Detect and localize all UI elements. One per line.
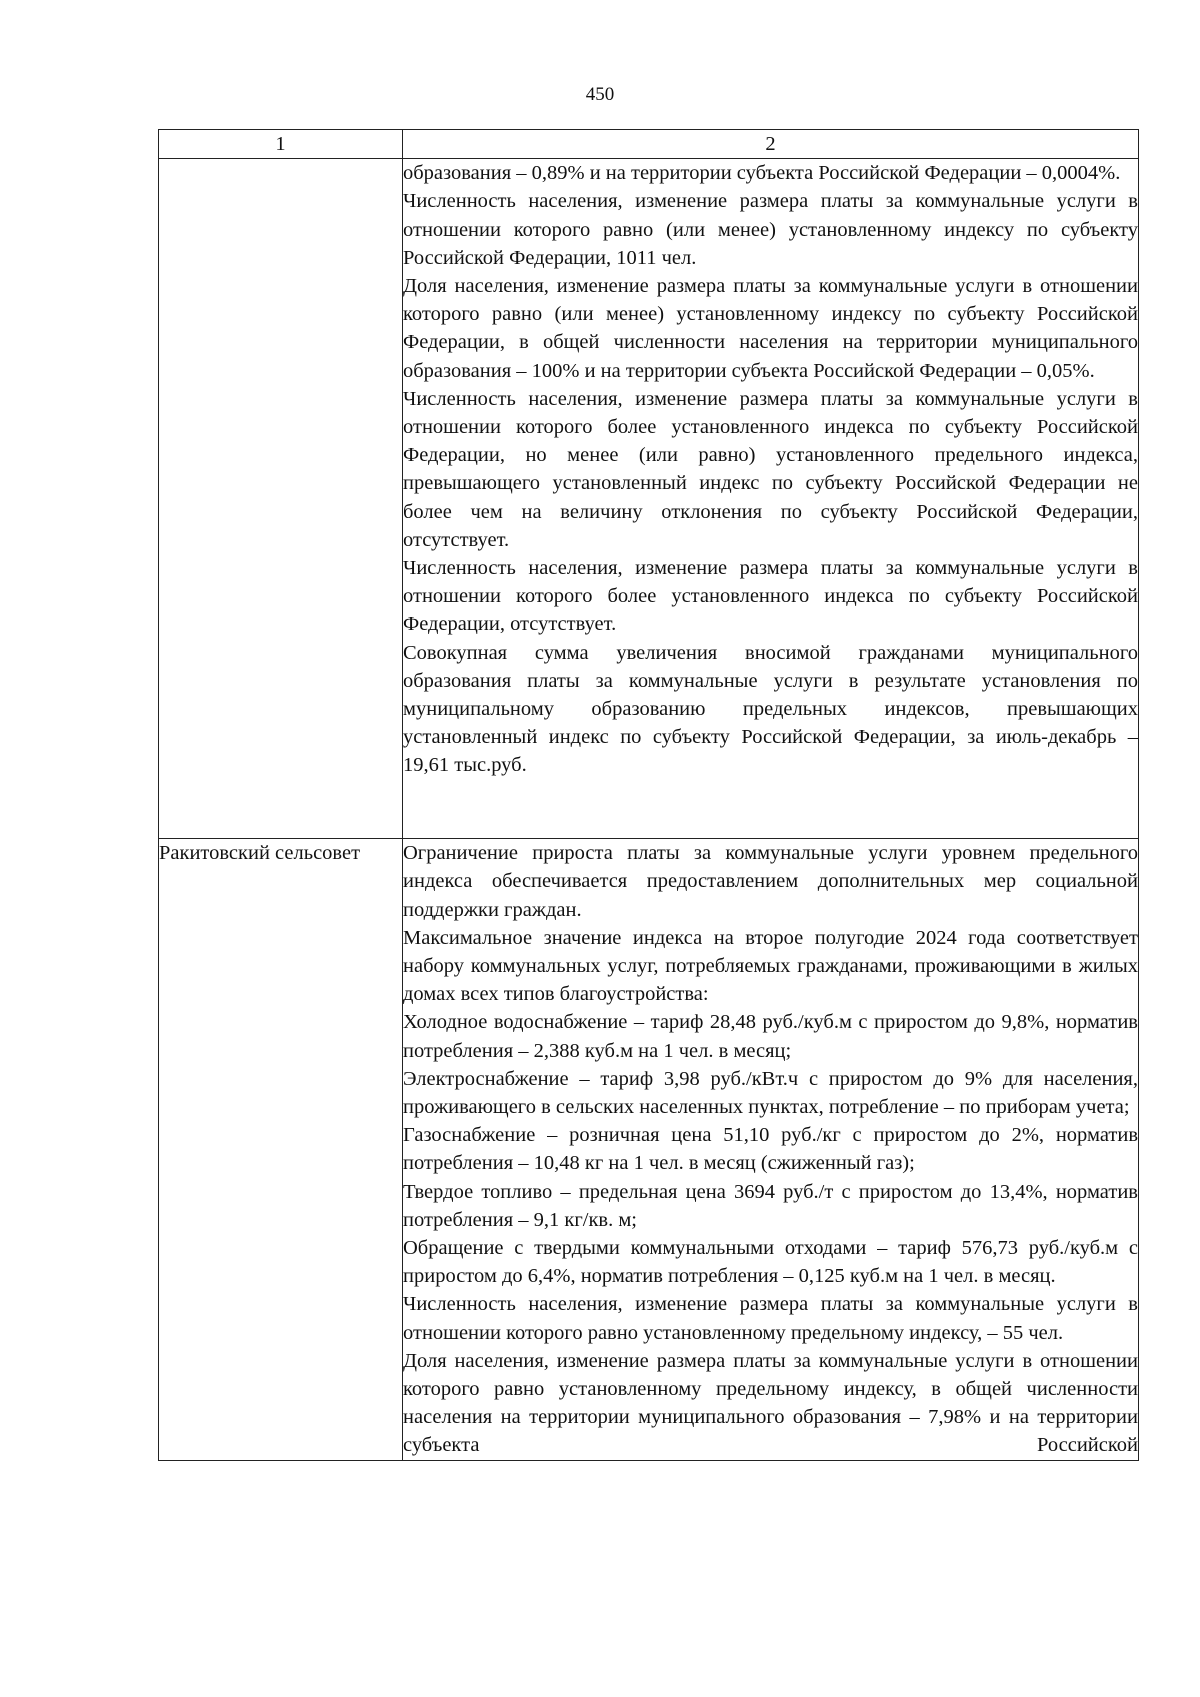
paragraph: Численность населения, изменение размера платы за коммунальные услуги в отношении которого более установленного индекса по субъекту Российской Федерации, но менее (или равно) установленного предельного индекса, превышающего установленный индекс по субъекту Российской Федерации не более чем на величину отклонения по субъекту Российской Федерации, отсутствует. — [403, 387, 1138, 551]
table-header-row — [159, 130, 1139, 159]
paragraph: Холодное водоснабжение – тариф 28,48 руб./куб.м с приростом до 9,8%, норматив потребления – 2,388 куб.м на 1 чел. в месяц; — [403, 1011, 1138, 1062]
paragraph: Твердое топливо – предельная цена 3694 руб./т с приростом до 13,4%, норматив потребления – 9,1 кг/кв. м; — [403, 1180, 1138, 1231]
paragraph: Газоснабжение – розничная цена 51,10 руб./кг с приростом до 2%, норматив потребления – 10,48 кг на 1 чел. в месяц (сжиженный газ); — [403, 1124, 1138, 1175]
paragraph: Максимальное значение индекса на второе полугодие 2024 года соответствует набору коммунальных услуг, потребляемых гражданами, проживающими в жилых домах всех типов благоустройства: — [403, 926, 1138, 1006]
indices-table — [158, 129, 1139, 1461]
paragraph: образования – 0,89% и на территории субъекта Российской Федерации – 0,0004%. — [403, 162, 1121, 185]
paragraph: Ограничение прироста платы за коммунальные услуги уровнем предельного индекса обеспечивается предоставлением дополнительных мер социальной поддержки граждан. — [403, 842, 1138, 921]
municipality-cell — [159, 159, 403, 839]
paragraph: Обращение с твердыми коммунальными отходами – тариф 576,73 руб./куб.м с приростом до 6,4%, норматив потребления – 0,125 куб.м на 1 чел. в месяц. — [403, 1237, 1138, 1288]
municipality-cell: Ракитовский сельсовет — [159, 839, 403, 1460]
page-number: 450 — [585, 84, 615, 105]
column-header-1: 1 — [159, 130, 403, 159]
paragraph: Доля населения, изменение размера платы за коммунальные услуги в отношении которого равно (или менее) установленному индексу по субъекту Российской Федерации, в общей численности населения на территории муниципального образования – 100% и на территории субъекта Российской Федерации – 0,05%. — [403, 275, 1138, 382]
table-row — [159, 839, 1139, 1460]
paragraph: Совокупная сумма увеличения вносимой гражданами муниципального образования платы за коммунальные услуги в результате установления по муниципальному образованию предельных индексов, превышающих установленный индекс по субъекту Российской Федерации, за июль-декабрь – 19,61 тыс.руб. — [403, 641, 1138, 777]
paragraph: Доля населения, изменение размера платы за коммунальные услуги в отношении которого равно установленному предельному индексу, в общей численности населения на территории муниципального образования – 7,98% и на территории субъекта Российской — [403, 1349, 1138, 1457]
paragraph: Электроснабжение – тариф 3,98 руб./кВт.ч с приростом до 9% для населения, проживающего в сельских населенных пунктах, потребление – по приборам учета; — [403, 1067, 1138, 1119]
paragraph: Численность населения, изменение размера платы за коммунальные услуги в отношении которого равно установленному предельному индексу, – 55 чел. — [403, 1293, 1138, 1344]
table-row — [159, 159, 1139, 839]
description-cell — [403, 839, 1139, 1460]
paragraph: Численность населения, изменение размера платы за коммунальные услуги в отношении которого более установленного индекса по субъекту Российской Федерации, отсутствует. — [403, 557, 1138, 636]
paragraph: Численность населения, изменение размера платы за коммунальные услуги в отношении которого равно (или менее) установленному индексу по субъекту Российской Федерации, 1011 чел. — [403, 190, 1138, 269]
column-header-2: 2 — [403, 130, 1139, 159]
description-cell — [403, 159, 1139, 839]
